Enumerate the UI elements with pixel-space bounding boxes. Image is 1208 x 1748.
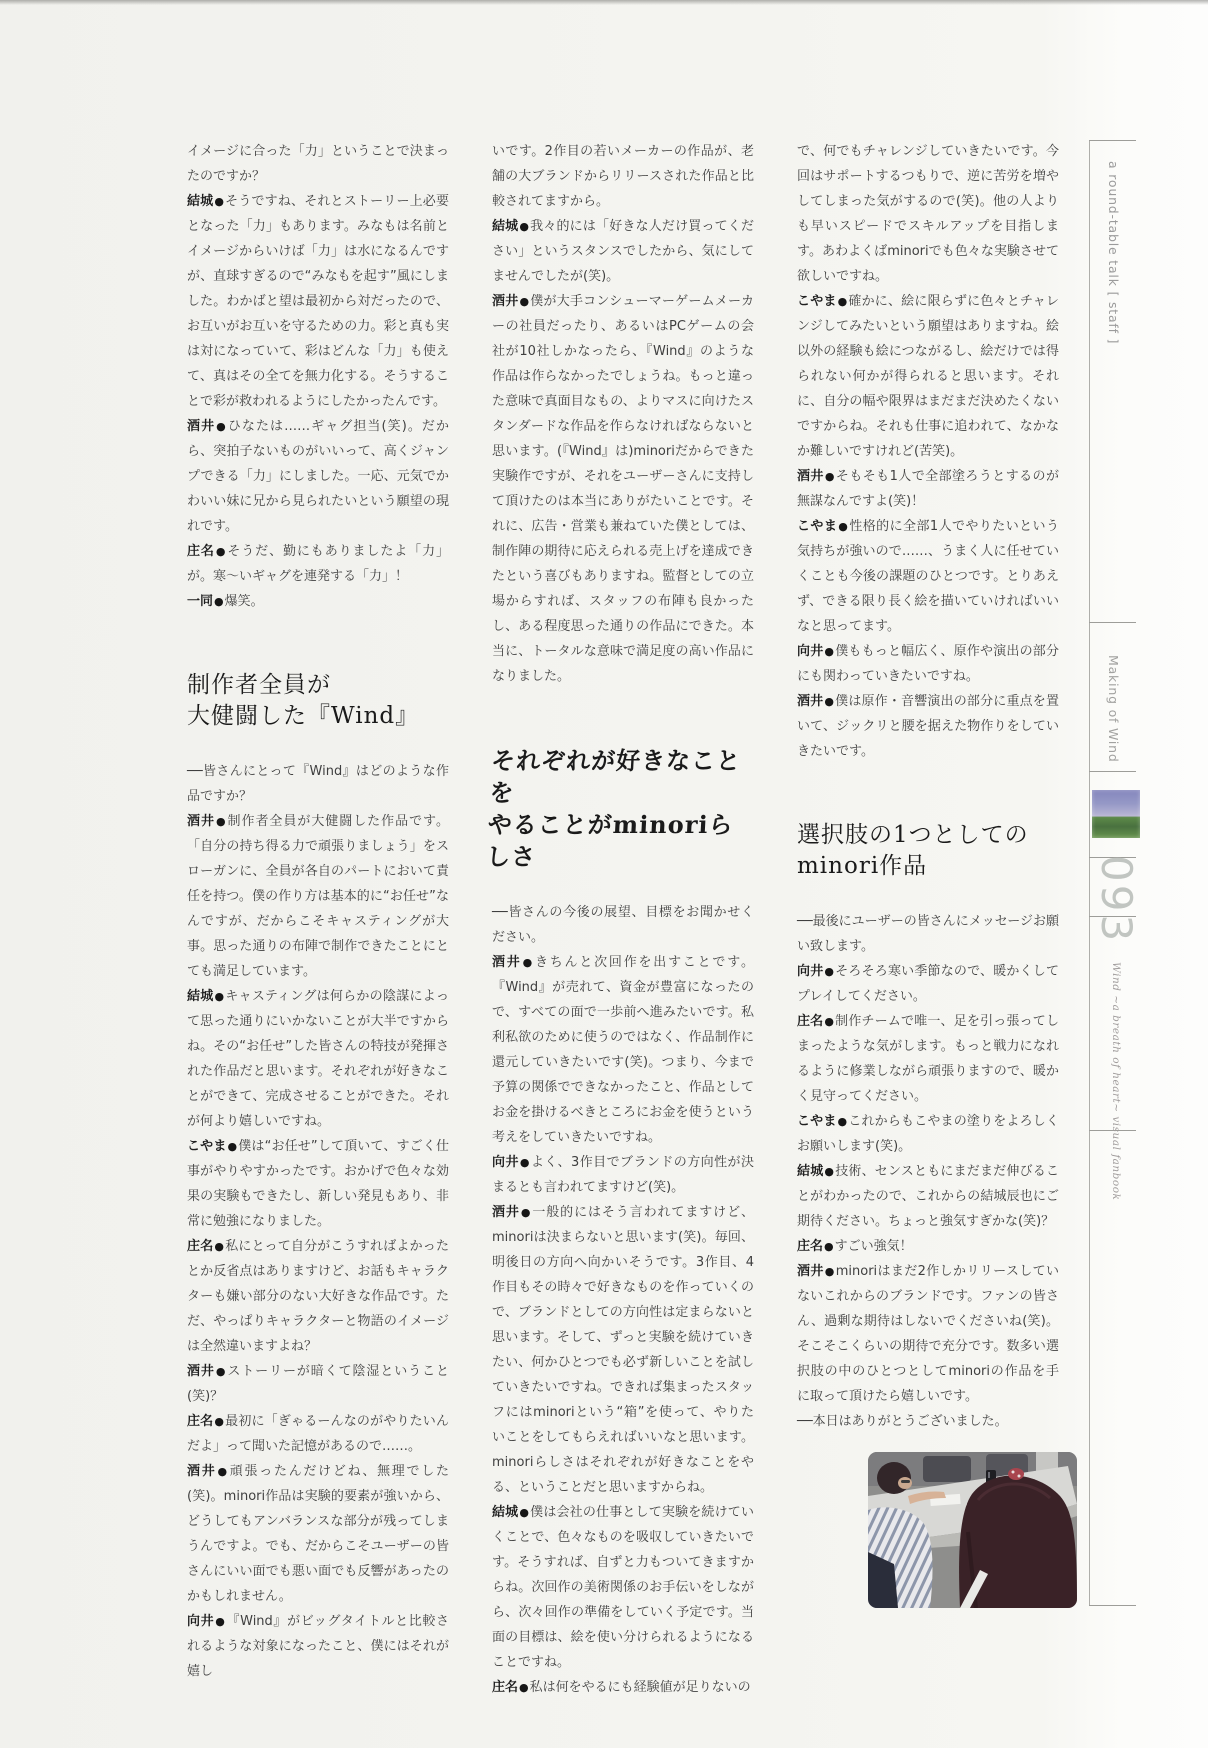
speaker-name: 酒井 [492,1205,520,1220]
speaker-name: 酒井 [492,955,522,970]
section-heading-line: 大健闘した『Wind』 [187,703,420,729]
speaker-mark-icon: ● [215,1365,227,1378]
speech-paragraph: 酒井●ストーリーが暗くて陰湿ということ(笑)？ [187,1364,449,1404]
speaker-mark-icon: ● [519,1681,529,1694]
speaker-mark-icon: ● [215,545,227,558]
sidebar-tick [1089,140,1136,141]
section-heading-line: 制作者全員が [187,672,331,698]
speech-paragraph: 結城●僕は会社の仕事として実験を続けていくことで、色々なものを吸収していきたいです。そうすれば、自ずと力もついてきますからね。次回作の美術関係のお手伝いをしながら、次々回作の準備をしていく予定です。当面の目標は、絵を使い分けられるようになることですね。 [492,1505,754,1670]
speech-paragraph: 庄名●私にとって自分がこうすればよかったとか反省点はありますけど、お話もキャラクターも嫌い部分のない大好きな作品です。ただ、やっぱりキャラクターと物語のイメージは全然違いますよね？ [187,1239,449,1354]
speech-paragraph: 向井●『Wind』がビッグタイトルと比較されるような対象になったこと、僕にはそれが嬉し [187,1614,449,1679]
section-heading-line: 選択肢の1つとしての [797,822,1029,848]
speaker-mark-icon: ● [214,1240,225,1253]
speaker-mark-icon: ● [824,1165,835,1178]
speaker-name: 向井 [797,964,824,979]
speaker-mark-icon: ● [214,595,224,608]
interview-column-2 [485,139,754,1700]
speaker-mark-icon: ● [824,965,835,978]
speaker-mark-icon: ● [522,956,534,969]
speaker-name: 酒井 [187,1364,215,1379]
interview-column-1 [187,139,449,1684]
speaker-name: 酒井 [797,694,824,709]
speaker-mark-icon: ● [519,1156,530,1169]
speaker-mark-icon: ● [214,990,225,1003]
speech-paragraph: 酒井●一般的にはそう言われてますけど、minoriは決まらないと思います(笑)。毎回、明後日の方向へ向かいそうです。3作目、4作目もその時々で好きなものを作っていくので、ブランドとしての方向性は定まらないと思います。そして、ずっと実験を続けていきたい、何かひとつでも必ず新しいことを試していきたいですね。できれば集まったスタッフにはminoriという“箱”を使って、やりたいことをしてもらえればいいなと思います。minoriらしさはそれぞれが好きなことをやる、ということだと思いますからね。 [492,1205,754,1495]
speaker-name: 結城 [492,219,519,234]
section-heading-line: minori作品 [797,853,928,879]
speech-paragraph: 結城●キャスティングは何らかの陰謀によって思った通りにいかないことが大半ですからね。その“お任せ”した皆さんの特技が発揮された作品だと思います。それぞれが好きなことができて、完成させることができた。それが何より嬉しいですね。 [187,989,449,1129]
speech-paragraph: 一同●爆笑。 [187,594,264,609]
speech-paragraph: 庄名●そうだ、勤にもありましたよ「力」が。寒〜いギャグを連発する「力」！ [187,544,449,584]
speech-paragraph: こやま●僕は“お任せ”して頂いて、すごく仕事がやりやすかったです。おかげで色々な効果の実験もできたし、新しい発見もあり、非常に勉強になりました。 [187,1139,449,1229]
speaker-name: 酒井 [492,294,519,309]
interviewer-question: ──皆さんの今後の展望、目標をお聞かせください。 [492,905,754,945]
speech-paragraph: 酒井●僕が大手コンシューマーゲームメーカーの社員だったり、あるいはPCゲームの会社が10社しかなったら、『Wind』のような作品は作らなかったでしょうね。もっと違った意味で真面目なもの、よりマスに向けたスタンダードな作品を作らなければならないと思います。(『Wind』は)minoriだからできた実験作ですが、それをユーザーさんに支持して頂けたのは本当にありがたいことです。それに、広告・営業も兼ねていた僕としては、制作陣の期待に応えられる売上げを達成できたという喜びもありますね。監督としての立場からすれば、スタッフの布陣も良かったし、ある程度思った通りの作品にできた。本当に、トータルな意味で満足度の高い作品になりました。 [492,294,754,684]
speech-paragraph: 酒井●minoriはまだ2作しかリリースしていないこれからのブランドです。ファンの皆さん、過剰な期待はしないでくださいね(笑)。そこそこくらいの期待で充分です。数多い選択肢の中のひとつとしてminoriの作品を手に取って頂けたら嬉しいです。 [797,1264,1059,1404]
speaker-name: 結城 [187,989,214,1004]
speech-paragraph: こやま●これからもこやまの塗りをよろしくお願いします(笑)。 [797,1114,1059,1154]
speaker-mark-icon: ● [520,1206,532,1219]
speaker-mark-icon: ● [214,1415,225,1428]
speaker-mark-icon: ● [824,695,835,708]
speaker-name: こやま [187,1139,227,1154]
speaker-name: 向井 [797,644,824,659]
speaker-mark-icon: ● [824,1265,835,1278]
continued-paragraph: いです。2作目の若いメーカーの作品が、老舗の大ブランドからリリースされた作品と比較されてますから。 [492,144,754,209]
interviewer-question: ──最後にユーザーの皆さんにメッセージお願い致します。 [797,914,1059,954]
speaker-name: 庄名 [797,1239,824,1254]
speaker-mark-icon: ● [519,1506,530,1519]
speaker-mark-icon: ● [838,520,849,533]
speech-paragraph: 酒井●制作者全員が大健闘した作品です。「自分の持ち得る力で頑張りましょう」をスローガンに、全員が各自のパートにおいて責任を持つ。僕の作り方は基本的に“お任せ”なんですが、だからこそキャスティングが大事。思った通りの布陣で制作できたことにとても満足しています。 [187,814,449,979]
section-heading [187,670,449,732]
speaker-mark-icon: ● [824,1015,835,1028]
section-heading [797,820,1059,882]
speaker-name: 庄名 [187,1414,214,1429]
speaker-mark-icon: ● [824,645,835,658]
section-heading-line: それぞれが好きなことを [488,746,742,807]
speaker-mark-icon: ● [837,295,848,308]
sidebar-making-of-label: Making of Wind [1106,655,1121,763]
speech-paragraph: 庄名●最初に「ぎゃるーんなのがやりたいんだよ」って聞いた記憶があるので……。 [187,1414,449,1454]
speech-paragraph: こやま●性格的に全部1人でやりたいという気持ちが強いので……、うまく人に任せていくことも今後の課題のひとつです。とりあえず、できる限り長く絵を描いていければいいなと思ってます。 [797,519,1059,634]
speaker-name: 酒井 [187,419,216,434]
speech-paragraph: 結城●そうですね、それとストーリー上必要となった「力」もあります。みなもは名前とイメージからいけば「力」は水になるんですが、直球すぎるので“みなもを起す”風にしました。わかばと望は最初から対だったので、お互いがお互いを守るための力。彩と真も実は対になっていて、彩はどんな「力」も使えて、真はその全てを無力化する。そうすることで彩が救われるようにしたかったんです。 [187,194,449,409]
continued-paragraph: イメージに合った「力」ということで決まったのですか？ [187,144,449,184]
sidebar-rule [1089,140,1090,1605]
speaker-name: 酒井 [797,1264,824,1279]
speaker-name: こやま [797,1114,837,1129]
speaker-mark-icon: ● [837,1115,848,1128]
speaker-mark-icon: ● [824,470,835,483]
speaker-name: 酒井 [187,814,215,829]
speaker-name: 酒井 [797,469,824,484]
speaker-name: 結城 [797,1164,824,1179]
speech-paragraph: 向井●そろそろ寒い季節なので、暖かくしてプレイしてください。 [797,964,1059,1004]
speaker-mark-icon: ● [824,1240,834,1253]
speech-paragraph: 庄名●制作チームで唯一、足を引っ張ってしまったような気がします。もっと戦力になれるように修業しながら頑張りますので、暖かく見守ってください。 [797,1014,1059,1104]
speaker-name: 結城 [492,1505,519,1520]
speech-paragraph: 結城●我々的には「好きな人だけ買ってください」というスタンスでしたから、気にしてませんでしたが(笑)。 [492,219,754,284]
speaker-name: 向井 [492,1155,519,1170]
speaker-name: 結城 [187,194,214,209]
speech-paragraph: 酒井●頑張ったんだけどね、無理でした(笑)。minori作品は実験的要素が強いから、どうしてもアンバランスな部分が残ってしまうんですよ。でも、だからこそユーザーの皆さんにいい面でも悪い面でも反響があったのかもしれません。 [187,1464,449,1604]
speaker-mark-icon: ● [227,1140,238,1153]
speaker-name: 酒井 [187,1464,217,1479]
continued-paragraph: で、何でもチャレンジしていきたいです。今回はサポートするつもりで、逆に苦労を増やしてしまった気がするので(笑)。他の人よりも早いスピードでスキルアップを目指します。あわよくばminoriでも色々な実験させて欲しいですね。 [797,144,1059,284]
speaker-name: 庄名 [187,1239,214,1254]
speaker-mark-icon: ● [214,195,225,208]
speech-paragraph: 庄名●私は何をやるにも経験値が足りないの [492,1680,751,1695]
speaker-name: 庄名 [187,544,215,559]
speech-paragraph: こやま●確かに、絵に限らずに色々とチャレンジしてみたいという願望はありますね。絵以外の経験も絵につながるし、絵だけでは得られない何かが得られると思います。それに、自分の幅や限界はまだまだ決めたくないですからね。それも仕事に追われて、なかなか難しいですけれど(苦笑)。 [797,294,1059,459]
speaker-name: こやま [797,519,838,534]
speech-paragraph: 酒井●僕は原作・音響演出の部分に重点を置いて、ジックリと腰を据えた物作りをしていきたいです。 [797,694,1059,759]
scan-edge-shadow [0,0,1208,5]
speech-paragraph: 向井●よく、3作目でブランドの方向性が決まるとも言われてますけど(笑)。 [492,1155,754,1195]
speaker-mark-icon: ● [519,295,530,308]
speaker-name: 庄名 [797,1014,824,1029]
speech-paragraph: 結城●技術、センスともにまだまだ伸びることがわかったので、これからの結城辰也にご期待ください。ちょっと強気すぎかな(笑)？ [797,1164,1059,1229]
speaker-mark-icon: ● [216,420,227,433]
section-heading [485,745,754,873]
staff-photo-art [868,1452,1077,1608]
speaker-mark-icon: ● [215,815,227,828]
speech-paragraph: 向井●僕ももっと幅広く、原作や演出の部分にも関わっていきたいですね。 [797,644,1059,684]
section-heading-line: やることがminoriらしさ [485,810,735,871]
speech-paragraph: 酒井●そもそも1人で全部塗ろうとするのが無謀なんですよ(笑)！ [797,469,1059,509]
page-number: 093 [1092,855,1141,945]
speech-paragraph: 庄名●すごい強気！ [797,1239,913,1254]
speech-paragraph: 酒井●きちんと次回作を出すことです。『Wind』が売れて、資金が豊富になったので、すべての面で一歩前へ進みたいです。私利私欲のために使うのではなく、作品制作に還元していきたいです(笑)。つまり、今まで予算の関係でできなかったこと、作品としてお金を掛けるべきところにお金を使うという考えをしていきたいですね。 [492,955,754,1145]
landscape-thumbnail [1092,790,1140,838]
speaker-mark-icon: ● [215,1615,226,1628]
sidebar-section-label: a round-table talk [ staff ] [1106,161,1121,345]
interviewer-question: ──皆さんにとって『Wind』はどのような作品ですか？ [187,764,449,804]
sidebar-tick [1089,771,1136,772]
sidebar-tick [1089,622,1136,623]
speaker-name: 庄名 [492,1680,519,1695]
speaker-mark-icon: ● [519,220,530,233]
speaker-mark-icon: ● [217,1465,229,1478]
sidebar-script-title: Wind ~a breath of heart~ visual fanbook [1110,962,1122,1201]
speaker-name: 一同 [187,594,214,609]
interviewer-question: ──本日はありがとうございました。 [797,1414,1008,1429]
speaker-name: 向井 [187,1614,215,1629]
speech-paragraph: 酒井●ひなたは……ギャグ担当(笑)。だから、突拍子ないものがいいって、高くジャンプできる「力」にしました。一応、元気でかわいい妹に兄から見られたいという願望の現れです。 [187,419,449,534]
sidebar-tick [1089,1605,1136,1606]
interview-column-3 [797,139,1059,1434]
speaker-name: こやま [797,294,837,309]
staff-photo [868,1452,1077,1608]
